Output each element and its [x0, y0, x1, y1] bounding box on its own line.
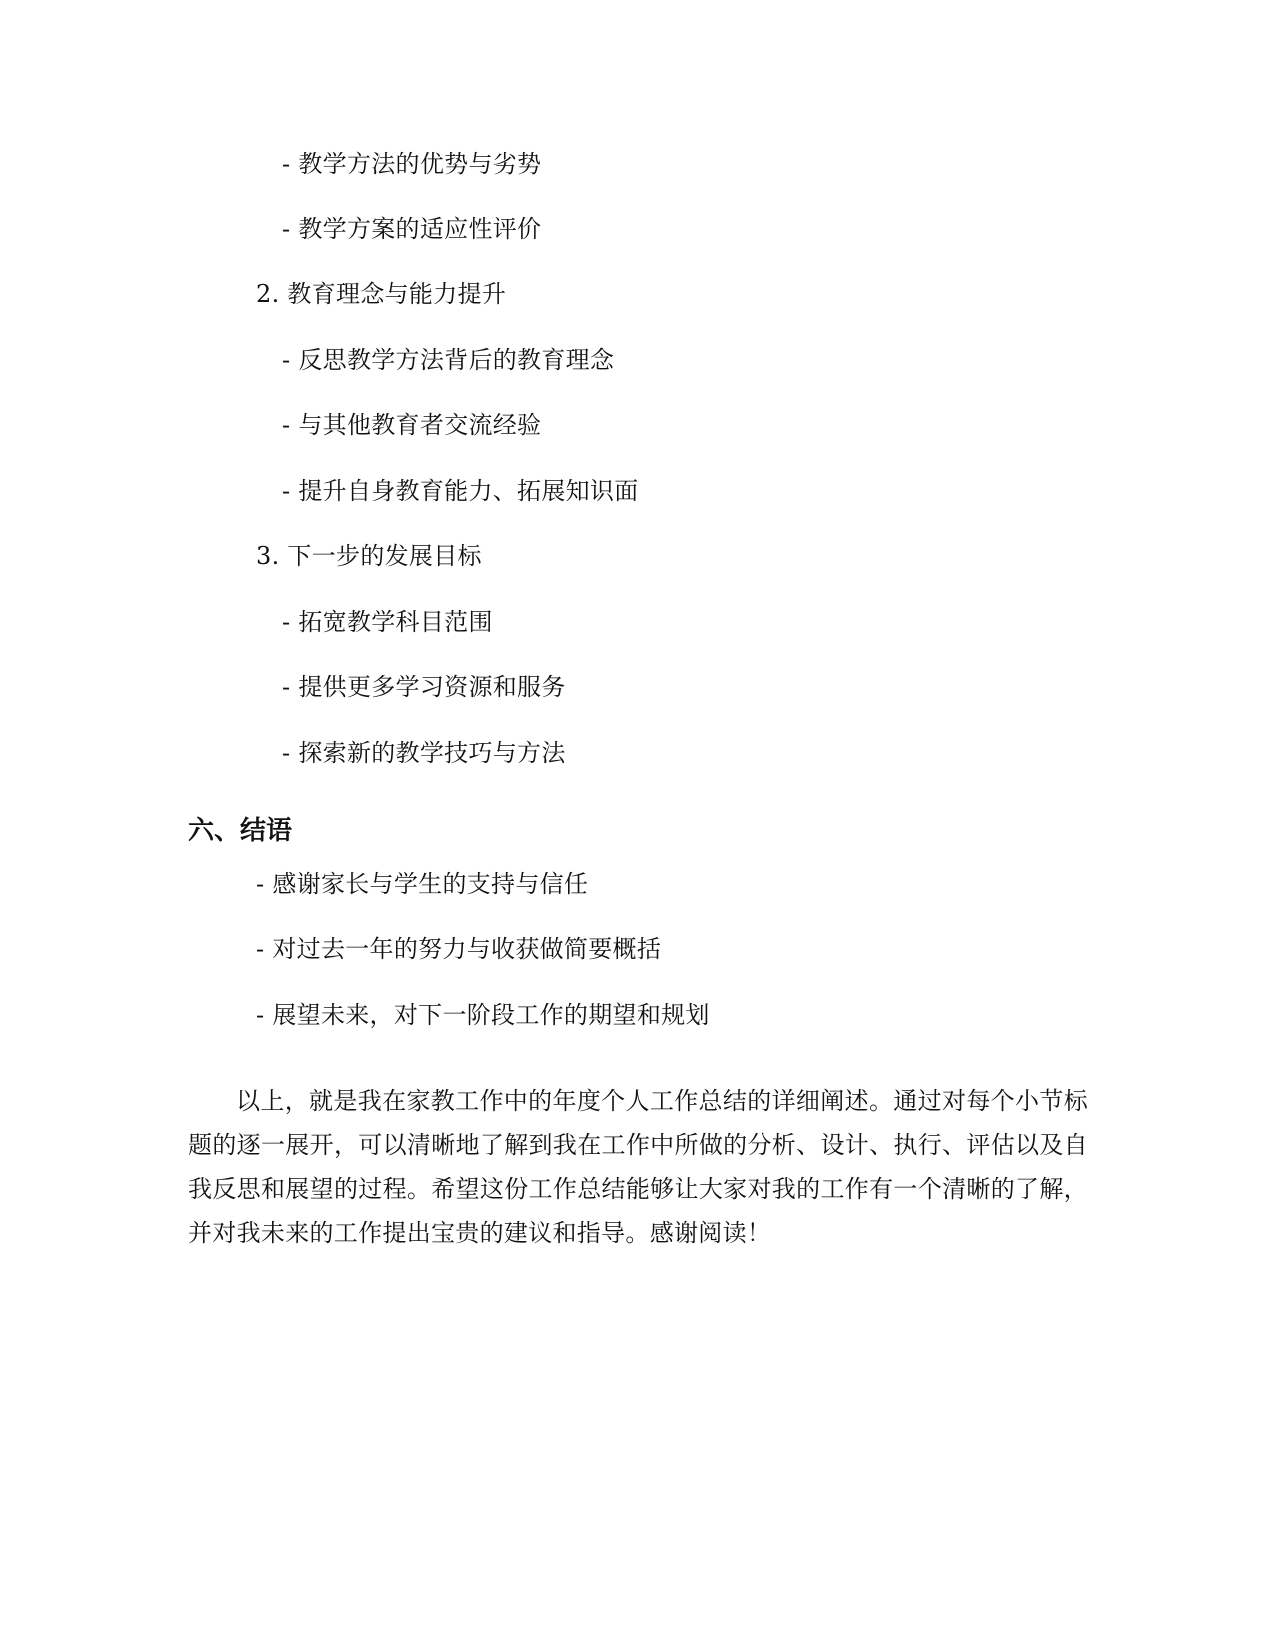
list-subitem: - 拓宽教学科目范围	[282, 608, 493, 636]
bullet-item: - 展望未来，对下一阶段工作的期望和规划	[256, 1001, 710, 1029]
list-item-title: 2. 教育理念与能力提升	[256, 280, 507, 308]
list-subitem: - 提升自身教育能力、拓展知识面	[282, 477, 639, 505]
list-subitem: - 探索新的教学技巧与方法	[282, 739, 566, 767]
list-subitem: - 提供更多学习资源和服务	[282, 673, 566, 701]
list-subitem: - 教学方案的适应性评价	[282, 215, 542, 243]
bullet-item: - 感谢家长与学生的支持与信任	[256, 870, 589, 898]
list-item-title: 3. 下一步的发展目标	[256, 542, 482, 570]
section-heading: 六、结语	[188, 816, 293, 846]
list-subitem: - 与其他教育者交流经验	[282, 411, 542, 439]
list-subitem: - 反思教学方法背后的教育理念	[282, 346, 615, 374]
bullet-item: - 对过去一年的努力与收获做简要概括	[256, 935, 662, 963]
list-subitem: - 教学方法的优势与劣势	[282, 150, 542, 178]
conclusion-paragraph: 以上，就是我在家教工作中的年度个人工作总结的详细阐述。通过对每个小节标题的逐一展开，可以清晰地了解到我在工作中所做的分析、设计、执行、评估以及自我反思和展望的过程。希望这份工作总结能够让大家对我的工作有一个清晰的了解，并对我未来的工作提出宝贵的建议和指导。感谢阅读！	[188, 1087, 1088, 1247]
